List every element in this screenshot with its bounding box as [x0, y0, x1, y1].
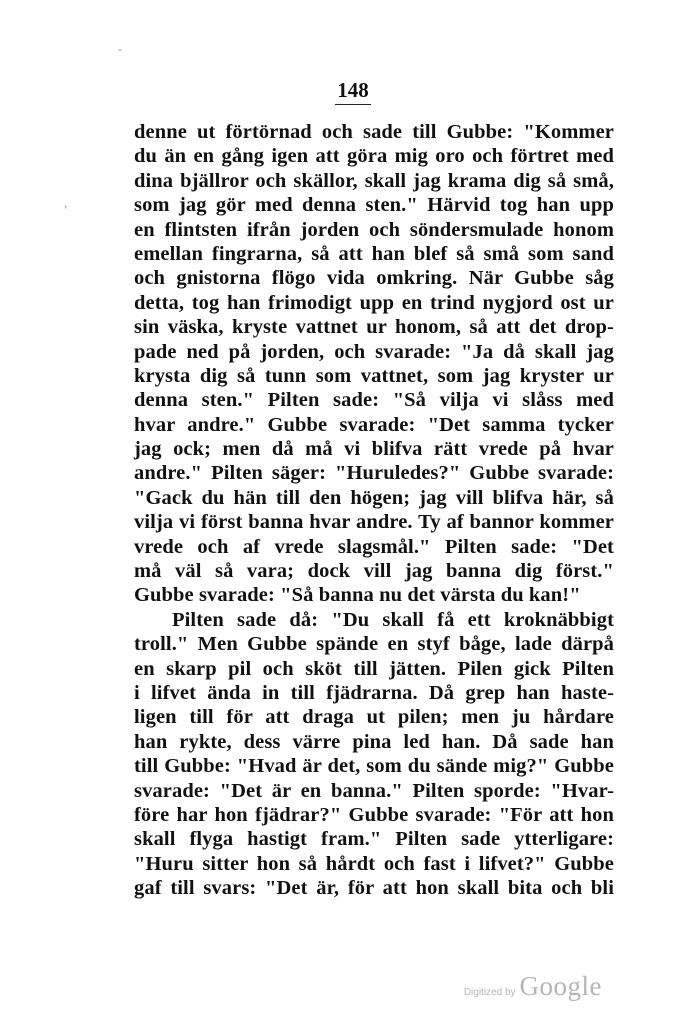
- text-line: pade ned på jorden, och svarade: "Ja då skall jag: [134, 340, 614, 363]
- text-line: emellan fingrarna, så att han blef så små som sand: [134, 242, 614, 265]
- google-logo: Google: [519, 971, 602, 1001]
- text-line: gaf till svars: "Det är, för att hon skall bita och bli: [134, 877, 614, 900]
- text-line: jag ock; men då må vi blifva rätt vrede på hvar: [134, 438, 614, 461]
- text-line: skall flyga hastigt fram." Pilten sade ytterligare:: [134, 828, 614, 851]
- text-line: denne ut förtörnad och sade till Gubbe: "Kommer: [134, 121, 614, 143]
- text-line: dina bjällror och skällor, skall jag krama dig så små,: [134, 169, 614, 192]
- margin-speck: ,: [64, 196, 68, 210]
- text-line: "Huru sitter hon så hårdt och fast i lifvet?" Gubbe: [134, 852, 614, 875]
- text-line: du än en gång igen att göra mig oro och förtret med: [134, 145, 614, 168]
- text-line: krysta dig så tunn som vattnet, som jag kryster ur: [134, 364, 614, 387]
- text-line: Pilten sade då: "Du skall få ett kroknäbbigt: [172, 608, 614, 631]
- text-line: vilja vi först banna hvar andre. Ty af bannor kommer: [134, 511, 614, 534]
- text-line: en skarp pil och sköt till jätten. Pilen gick Pilten: [134, 657, 614, 680]
- text-line: sin väska, kryste vattnet ur honom, så att det drop-: [134, 316, 614, 339]
- text-line: svarade: "Det är en banna." Pilten sporde: "Hvar-: [134, 779, 614, 802]
- text-line: detta, tog han frimodigt upp en trind nygjord ost ur: [134, 291, 614, 314]
- body-text: [134, 120, 614, 901]
- digitized-by-label: Digitized by: [463, 987, 516, 998]
- text-line: till Gubbe: "Hvad är det, som du sände mig?" Gubbe: [134, 755, 614, 778]
- text-line: vrede och af vrede slagsmål." Pilten sade: "Det: [134, 535, 614, 558]
- text-line: "Gack du hän till den högen; jag vill blifva här, så: [134, 486, 614, 509]
- text-line: och gnistorna flögo vida omkring. När Gubbe såg: [134, 267, 614, 290]
- text-line: som jag gör med denna sten." Härvid tog han upp: [134, 194, 614, 217]
- text-line: andre." Pilten säger: "Huruledes?" Gubbe svarade:: [134, 462, 614, 485]
- text-line: må väl så vara; dock vill jag banna dig först.": [134, 560, 614, 583]
- text-line: före har hon fjädrar?" Gubbe svarade: "För att hon: [134, 803, 614, 826]
- text-line: troll." Men Gubbe spände en styf båge, lade därpå: [134, 633, 614, 656]
- text-line: en flintsten ifrån jorden och söndersmulade honom: [134, 218, 614, 241]
- text-line: han rykte, dess värre pina led han. Då sade han: [134, 730, 614, 753]
- text-line: hvar andre." Gubbe svarade: "Det samma tycker: [134, 413, 614, 436]
- page-number: 148: [0, 78, 700, 105]
- text-line: Gubbe svarade: "Så banna nu det värsta du kan!": [134, 584, 581, 607]
- text-line: ligen till för att draga ut pilen; men ju hårdare: [134, 706, 614, 729]
- text-line: denna sten." Pilten sade: "Så vilja vi slåss med: [134, 389, 614, 412]
- text-line: i lifvet ända in till fjädrarna. Då grep han haste-: [134, 681, 614, 704]
- margin-speck: -: [118, 42, 122, 56]
- google-watermark: [464, 971, 602, 1002]
